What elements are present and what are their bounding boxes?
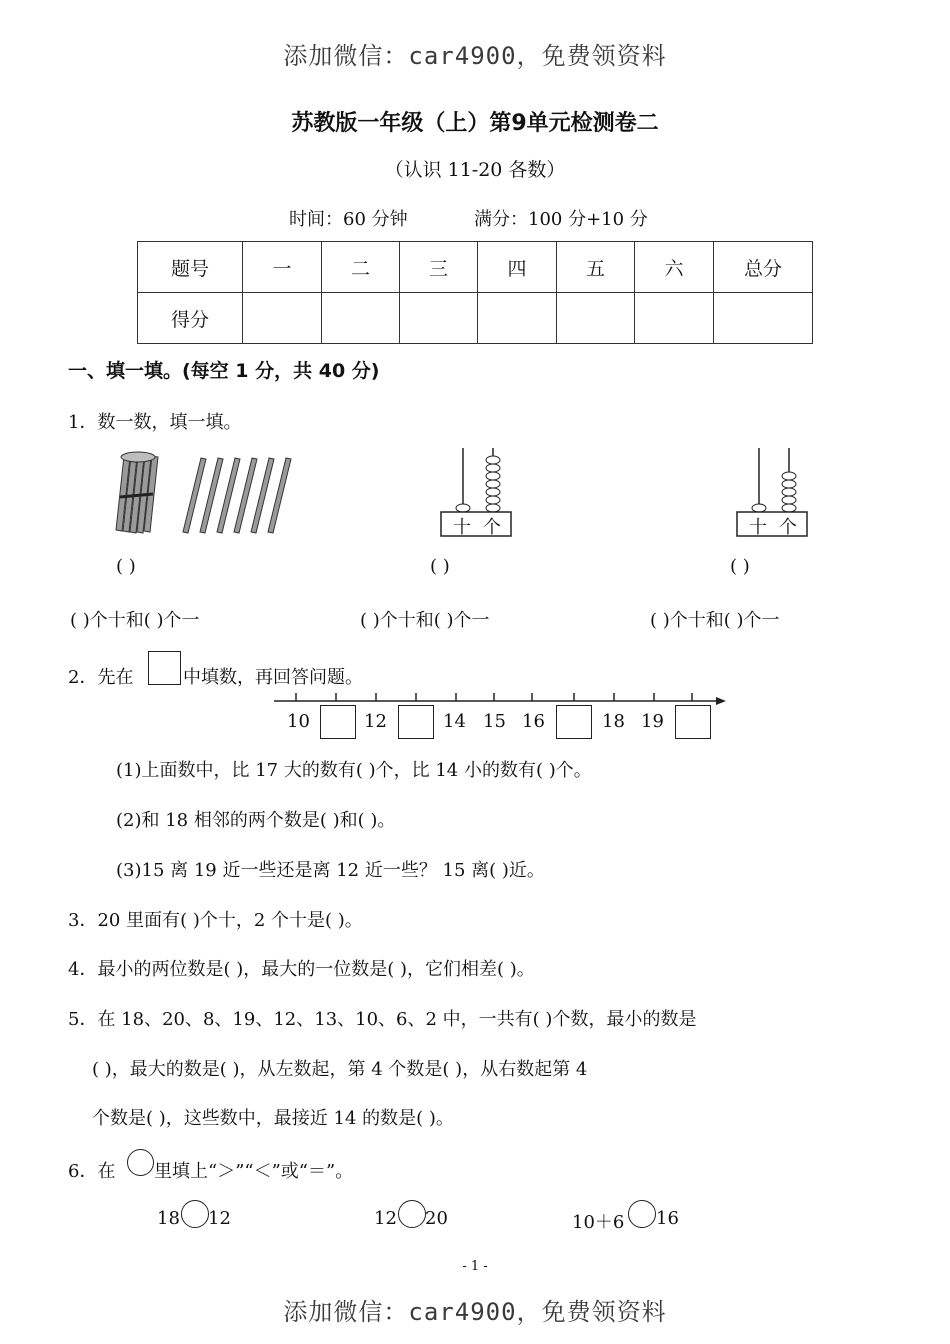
watermark-bottom: 添加微信：car4900，免费领资料 — [283, 1298, 667, 1326]
question-3: 3．20 里面有( )个十，2 个十是( )。 — [68, 910, 363, 931]
compare-circle[interactable] — [628, 1200, 656, 1228]
question-5-line-1: 5．在 18、20、8、19、12、13、10、6、2 中，一共有( )个数，最小的数是 — [68, 1009, 697, 1030]
score-cell: 二 — [322, 242, 400, 293]
tens-ones-answer-3[interactable]: ( )个十和( )个一 — [650, 610, 780, 631]
score-cell: 六 — [635, 242, 714, 293]
number-line-value: 16 — [522, 711, 545, 732]
answer-paren-2[interactable]: ( ) — [430, 556, 450, 577]
number-line-value: 19 — [641, 711, 664, 732]
score-cell: 总分 — [714, 242, 813, 293]
score-cell: 得分 — [138, 293, 243, 344]
compare-left: 12 — [374, 1208, 397, 1229]
abacus-ones-label: 个 — [779, 517, 797, 538]
score-cell: 五 — [557, 242, 635, 293]
sample-box-icon — [148, 651, 181, 685]
score-input-cell[interactable] — [400, 293, 478, 344]
page-number: - 1 - — [462, 1259, 488, 1274]
score-cell: 题号 — [138, 242, 243, 293]
question-2-part-2: (2)和 18 相邻的两个数是( )和( )。 — [116, 810, 396, 831]
answer-paren-1[interactable]: ( ) — [116, 556, 136, 577]
answer-paren-3[interactable]: ( ) — [730, 556, 750, 577]
circle-icon — [127, 1149, 154, 1176]
score-input-cell[interactable] — [243, 293, 322, 344]
abacus-tens-label: 十 — [749, 517, 767, 538]
score-table-score-row — [138, 293, 813, 344]
tens-ones-answer-1[interactable]: ( )个十和( )个一 — [70, 610, 200, 631]
page-title: 苏教版一年级（上）第9单元检测卷二 — [291, 111, 659, 136]
abacus-tens-label: 十 — [453, 517, 471, 538]
number-line-value: 12 — [364, 711, 387, 732]
tens-ones-answer-2[interactable]: ( )个十和( )个一 — [360, 610, 490, 631]
number-line-value: 15 — [483, 711, 506, 732]
watermark-top: 添加微信：car4900，免费领资料 — [283, 42, 667, 70]
score-input-cell[interactable] — [557, 293, 635, 344]
score-input-cell[interactable] — [322, 293, 400, 344]
abacus-1 — [438, 446, 514, 538]
compare-left: 10＋6 — [572, 1212, 625, 1233]
fill-box[interactable] — [398, 705, 434, 739]
number-line-value: 14 — [443, 711, 466, 732]
question-2-suffix: 中填数，再回答问题。 — [183, 667, 363, 688]
compare-circle[interactable] — [398, 1200, 426, 1228]
compare-right: 12 — [208, 1208, 231, 1229]
question-6-prefix: 6．在 — [68, 1161, 116, 1182]
score-cell: 一 — [243, 242, 322, 293]
sticks-illustration — [108, 450, 298, 540]
question-1: 1．数一数，填一填。 — [68, 412, 242, 433]
number-line-value: 18 — [602, 711, 625, 732]
page-subtitle: （认识 11-20 各数） — [384, 159, 566, 181]
score-table-header-row — [138, 242, 813, 293]
question-4: 4．最小的两位数是( )，最大的一位数是( )，它们相差( )。 — [68, 959, 535, 980]
question-2-part-1: (1)上面数中，比 17 大的数有( )个，比 14 小的数有( )个。 — [116, 760, 592, 781]
question-2-prefix: 2．先在 — [68, 667, 134, 688]
number-line-value: 10 — [287, 711, 310, 732]
score-input-cell[interactable] — [635, 293, 714, 344]
score-cell: 三 — [400, 242, 478, 293]
question-5-line-2: ( )，最大的数是( )，从左数起，第 4 个数是( )，从右数起第 4 — [92, 1059, 588, 1080]
fill-box[interactable] — [320, 705, 356, 739]
question-5-line-3: 个数是( )，这些数中，最接近 14 的数是( )。 — [92, 1108, 454, 1129]
compare-left: 18 — [157, 1208, 180, 1229]
fill-box[interactable] — [675, 705, 711, 739]
score-input-cell[interactable] — [714, 293, 813, 344]
score-input-cell[interactable] — [478, 293, 557, 344]
section-heading: 一、填一填。(每空 1 分，共 40 分) — [68, 360, 380, 382]
single-sticks — [183, 458, 291, 533]
compare-right: 20 — [425, 1208, 448, 1229]
abacus-2 — [734, 446, 810, 538]
stick-bundle — [116, 452, 158, 533]
compare-right: 16 — [656, 1208, 679, 1229]
time-label: 时间：60 分钟 — [289, 209, 408, 230]
fill-box[interactable] — [556, 705, 592, 739]
abacus-ones-label: 个 — [483, 517, 501, 538]
score-label: 满分：100 分+10 分 — [474, 209, 648, 230]
score-table — [137, 241, 813, 344]
score-cell: 四 — [478, 242, 557, 293]
compare-circle[interactable] — [181, 1200, 209, 1228]
question-6-suffix: 里填上“＞”“＜”或“＝”。 — [154, 1161, 354, 1182]
question-2-part-3: (3)15 离 19 近一些还是离 12 近一些？ 15 离( )近。 — [116, 860, 545, 881]
